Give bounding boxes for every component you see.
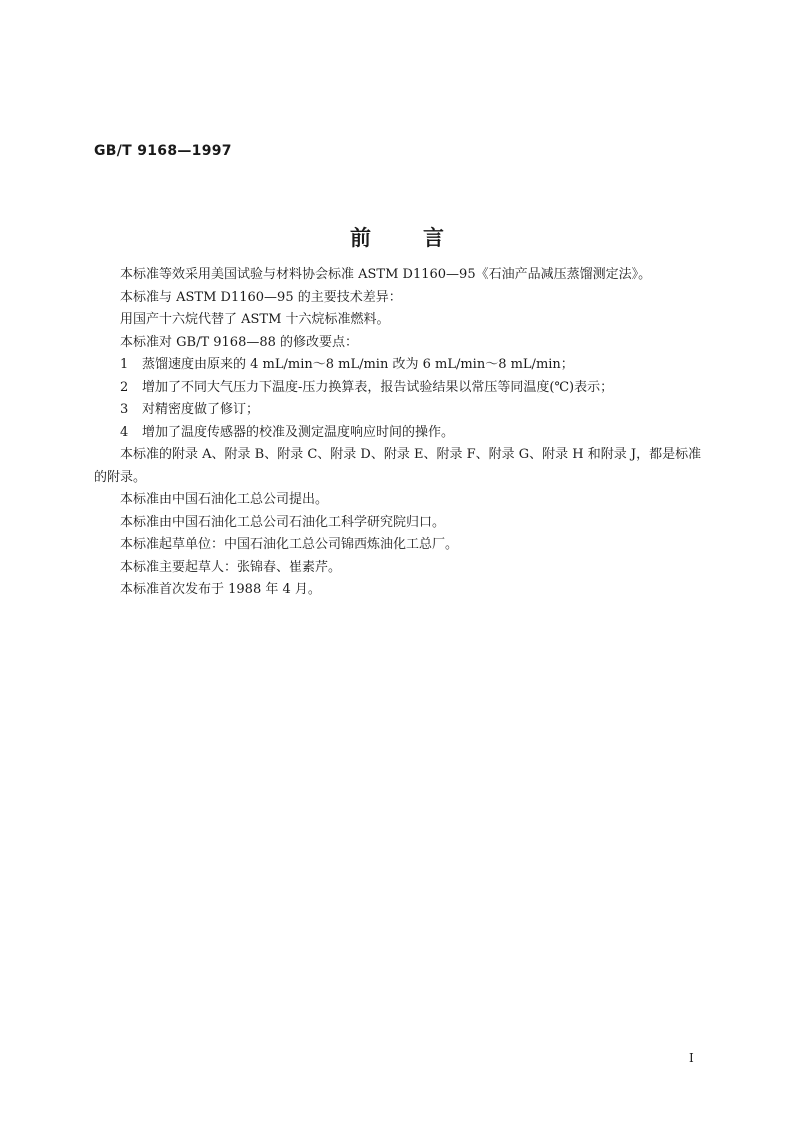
page-number: I <box>689 1051 694 1065</box>
paragraph: 用国产十六烷代替了 ASTM 十六烷标准燃料。 <box>120 312 390 327</box>
list-item-number: 2 <box>120 379 129 395</box>
list-item-text: 蒸馏速度由原来的 4 mL/min～8 mL/min 改为 6 mL/min～8 mL/min； <box>142 357 574 372</box>
paragraph: 本标准主要起草人：张锦春、崔素芹。 <box>120 559 342 575</box>
page-title: 前言 <box>350 226 496 250</box>
paragraph: 本标准与 ASTM D1160—95 的主要技术差异： <box>120 289 402 305</box>
list-item <box>94 377 714 400</box>
paragraph: 本标准的附录 A、附录 B、附录 C、附录 D、附录 E、附录 F、附录 G、附录 H 和附录 J，都是标准的附录。 <box>94 447 702 485</box>
paragraph: 本标准由中国石油化工总公司提出。 <box>120 492 329 507</box>
list-item-number: 3 <box>120 402 129 417</box>
list-item-text: 增加了温度传感器的校准及测定温度响应时间的操作。 <box>142 424 455 440</box>
paragraph: 本标准对 GB/T 9168—88 的修改要点： <box>120 334 359 350</box>
list-item-text: 对精密度做了修订； <box>142 402 260 417</box>
list-item-number: 4 <box>120 424 129 440</box>
list-item-number: 1 <box>120 357 129 372</box>
paragraph: 本标准等效采用美国试验与材料协会标准 ASTM D1160—95《石油产品减压蒸馏测定法》。 <box>120 267 652 282</box>
list-item <box>94 354 714 377</box>
paragraph: 本标准首次发布于 1988 年 4 月。 <box>120 582 321 597</box>
paragraph: 本标准由中国石油化工总公司石油化工科学研究院归口。 <box>120 514 446 530</box>
document-body <box>94 264 714 602</box>
paragraph: 本标准起草单位：中国石油化工总公司锦西炼油化工总厂。 <box>120 537 459 552</box>
list-item <box>94 422 714 445</box>
standard-code: GB/T 9168—1997 <box>94 143 232 159</box>
list-item <box>94 399 714 422</box>
list-item-text: 增加了不同大气压力下温度-压力换算表，报告试验结果以常压等同温度(℃)表示； <box>142 379 614 395</box>
